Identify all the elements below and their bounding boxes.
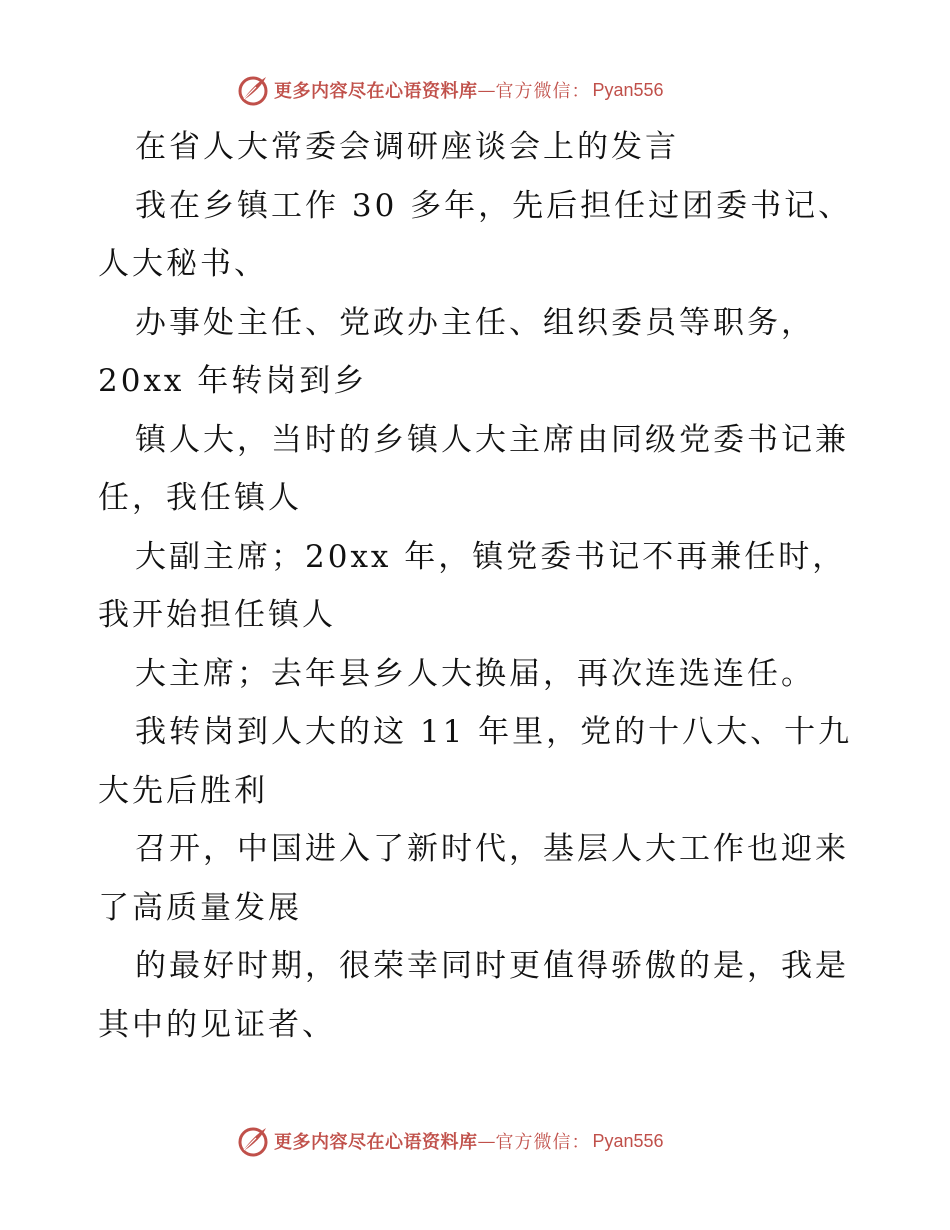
quill-logo-icon	[236, 73, 270, 107]
watermark-wechat-id: Pyan556	[592, 1130, 664, 1151]
text-line: 我开始担任镇人	[98, 597, 336, 633]
text-line: 我转岗到人大的这 11 年里，党的十八大、十九	[135, 714, 853, 750]
text-line: 的最好时期，很荣幸同时更值得骄傲的是，我是	[135, 948, 849, 984]
text-line: 任，我任镇人	[98, 480, 302, 516]
text-line: 召开，中国进入了新时代，基层人大工作也迎来	[135, 831, 849, 867]
watermark-separator: —	[477, 79, 496, 101]
text-line: 镇人大，当时的乡镇人大主席由同级党委书记兼	[135, 422, 849, 458]
text-line: 我在乡镇工作 30 多年，先后担任过团委书记、	[135, 188, 853, 224]
text-line: 大副主席；20xx 年，镇党委书记不再兼任时，	[135, 539, 847, 575]
text-line: 了高质量发展	[98, 890, 302, 926]
text-line: 大先后胜利	[98, 773, 268, 809]
watermark-text: 更多内容尽在心语资料库	[274, 1132, 478, 1153]
text-line: 办事处主任、党政办主任、组织委员等职务，	[135, 305, 815, 341]
watermark-wechat-label: 官方微信：	[495, 1132, 591, 1153]
text-line: 其中的见证者、	[98, 1007, 336, 1043]
quill-logo-icon	[236, 1124, 270, 1158]
document-title: 在省人大常委会调研座谈会上的发言	[135, 129, 679, 165]
watermark-wechat-label: 官方微信：	[495, 81, 591, 102]
text-line: 大主席；去年县乡人大换届，再次连选连任。	[135, 656, 815, 692]
watermark-wechat-id: Pyan556	[592, 79, 664, 100]
text-line: 人大秘书、	[98, 246, 268, 282]
footer-watermark	[236, 1124, 664, 1158]
text-line: 20xx 年转岗到乡	[98, 363, 368, 399]
header-watermark	[236, 73, 664, 107]
watermark-text: 更多内容尽在心语资料库	[274, 81, 478, 102]
watermark-separator: —	[477, 1130, 496, 1152]
